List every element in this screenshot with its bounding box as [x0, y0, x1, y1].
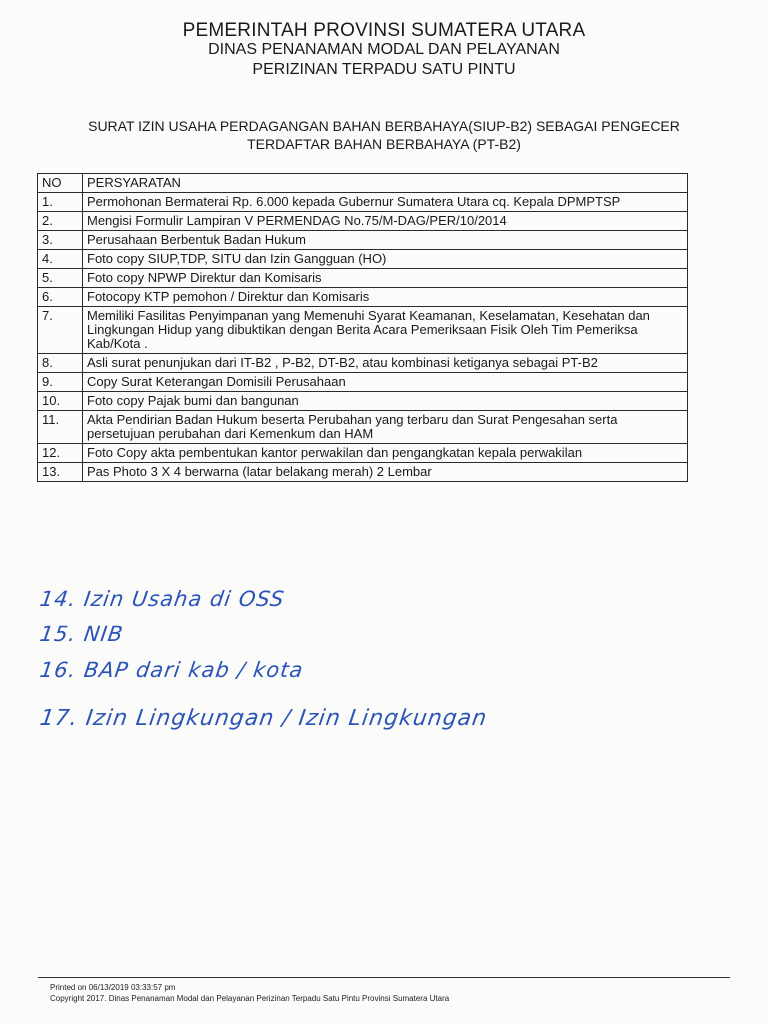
- document-title-line1: SURAT IZIN USAHA PERDAGANGAN BAHAN BERBAHAYA(SIUP-B2) SEBAGAI PENGECER: [88, 118, 680, 134]
- row-number: 8.: [38, 354, 83, 373]
- row-number: 9.: [38, 373, 83, 392]
- department-name-line2: PERIZINAN TERPADU SATU PINTU: [252, 61, 516, 78]
- footer-divider: [38, 977, 730, 978]
- table-row: [38, 250, 688, 269]
- row-number: 11.: [38, 411, 83, 444]
- table-row: [38, 212, 688, 231]
- table-header-row: [38, 174, 688, 193]
- row-requirement: Copy Surat Keterangan Domisili Perusahaan: [83, 373, 688, 392]
- table-row: [38, 193, 688, 212]
- printed-timestamp: Printed on 06/13/2019 03:33:57 pm: [50, 983, 176, 992]
- row-number: 13.: [38, 463, 83, 482]
- table-row: [38, 354, 688, 373]
- row-number: 5.: [38, 269, 83, 288]
- row-requirement: Fotocopy KTP pemohon / Direktur dan Komisaris: [83, 288, 688, 307]
- row-requirement: Mengisi Formulir Lampiran V PERMENDAG No.75/M-DAG/PER/10/2014: [83, 212, 688, 231]
- row-requirement: Foto copy SIUP,TDP, SITU dan Izin Gangguan (HO): [83, 250, 688, 269]
- column-header-requirement: PERSYARATAN: [83, 174, 688, 193]
- handwritten-item-15: 15. NIB: [38, 622, 126, 646]
- column-header-no: NO: [38, 174, 83, 193]
- row-number: 10.: [38, 392, 83, 411]
- table-row: [38, 288, 688, 307]
- document-title-line2: TERDAFTAR BAHAN BERBAHAYA (PT-B2): [247, 136, 521, 152]
- handwritten-item-14: 14. Izin Usaha di OSS: [38, 587, 287, 611]
- row-number: 3.: [38, 231, 83, 250]
- table-row: [38, 373, 688, 392]
- row-number: 1.: [38, 193, 83, 212]
- table-row: [38, 307, 688, 354]
- row-number: 7.: [38, 307, 83, 354]
- row-requirement: Foto copy NPWP Direktur dan Komisaris: [83, 269, 688, 288]
- table-row: [38, 463, 688, 482]
- row-number: 2.: [38, 212, 83, 231]
- row-number: 4.: [38, 250, 83, 269]
- row-requirement: Perusahaan Berbentuk Badan Hukum: [83, 231, 688, 250]
- row-requirement: Permohonan Bermaterai Rp. 6.000 kepada Gubernur Sumatera Utara cq. Kepala DPMPTSP: [83, 193, 688, 212]
- row-requirement: Memiliki Fasilitas Penyimpanan yang Memenuhi Syarat Keamanan, Keselamatan, Kesehatan dan Lingkungan Hidup yang dibuktikan dengan Berita Acara Pemeriksaan Fisik Oleh Tim Pemeriksa Kab/Kota .: [83, 307, 688, 354]
- row-requirement: Akta Pendirian Badan Hukum beserta Perubahan yang terbaru dan Surat Pengesahan serta persetujuan perubahan dari Kemenkum dan HAM: [83, 411, 688, 444]
- table-row: [38, 444, 688, 463]
- table-row: [38, 231, 688, 250]
- handwritten-item-17: 17. Izin Lingkungan / Izin Lingkungan: [38, 706, 489, 731]
- row-requirement: Asli surat penunjukan dari IT-B2 , P-B2, DT-B2, atau kombinasi ketiganya sebagai PT-B2: [83, 354, 688, 373]
- handwritten-item-16: 16. BAP dari kab / kota: [38, 658, 306, 682]
- agency-name: PEMERINTAH PROVINSI SUMATERA UTARA: [182, 20, 586, 41]
- table-row: [38, 411, 688, 444]
- row-requirement: Foto copy Pajak bumi dan bangunan: [83, 392, 688, 411]
- table-row: [38, 392, 688, 411]
- row-requirement: Pas Photo 3 X 4 berwarna (latar belakang merah) 2 Lembar: [83, 463, 688, 482]
- row-requirement: Foto Copy akta pembentukan kantor perwakilan dan pengangkatan kepala perwakilan: [83, 444, 688, 463]
- row-number: 6.: [38, 288, 83, 307]
- row-number: 12.: [38, 444, 83, 463]
- copyright-notice: Copyright 2017. Dinas Penanaman Modal dan Pelayanan Perizinan Terpadu Satu Pintu Provinsi Sumatera Utara: [50, 994, 450, 1003]
- table-row: [38, 269, 688, 288]
- department-name-line1: DINAS PENANAMAN MODAL DAN PELAYANAN: [208, 41, 560, 58]
- requirements-table: [37, 173, 688, 482]
